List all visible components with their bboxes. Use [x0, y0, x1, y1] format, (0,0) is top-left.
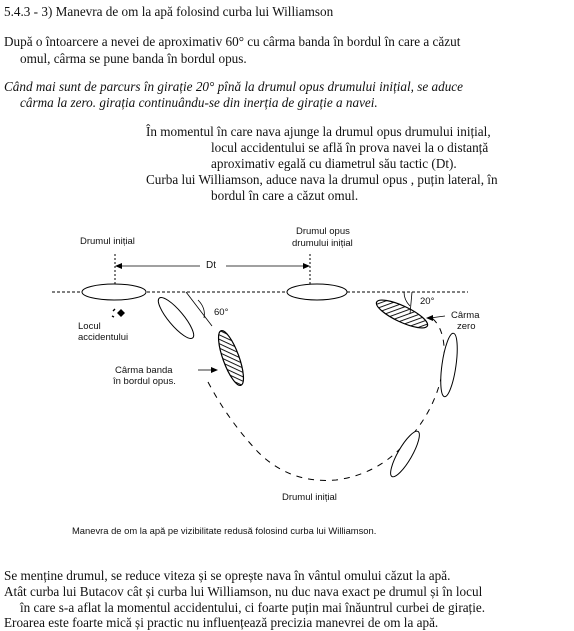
paragraph-4-line-2: bordul în care a căzut omul. [211, 188, 359, 203]
figure-caption: Manevra de om la apă pe vizibilitate redusă folosind curba lui Williamson. [72, 525, 377, 536]
ship-turning [154, 293, 199, 342]
paragraph-3-line-2: locul accidentului se află în prova navei la o distanță [211, 140, 489, 155]
dt-arrow-right-head [303, 263, 310, 269]
paragraph-1-line-2: omul, cârma se pune banda în bordul opus. [20, 51, 247, 66]
ship-initial [82, 284, 146, 300]
dt-arrow-left-head [115, 263, 122, 269]
label-opposite-course-line-1: Drumul opus [296, 226, 350, 237]
paragraph-7: Eroarea este foarte mică și practic nu influențează precizia manevrei de om la apă. [4, 615, 439, 630]
ship-rudder-opposite [214, 328, 249, 388]
label-opposite-course-line-2: drumului inițial [292, 238, 353, 249]
paragraph-6-line-1: Atât curba lui Butacov cât și curba lui Williamson, nu duc nava exact pe drumul și în locul [4, 584, 483, 599]
label-rudder-opposite-line-1: Cârma banda [115, 365, 173, 376]
ship-curve-right [438, 332, 461, 397]
label-angle-20: 20° [420, 296, 435, 307]
label-accident-line-1: Locul [78, 321, 101, 332]
label-initial-course: Drumul inițial [80, 236, 135, 247]
label-angle-60: 60° [214, 307, 229, 318]
label-accident-line-2: accidentului [78, 332, 129, 343]
paragraph-3-line-3: aproximativ egală cu diametrul său tactic (Dt). [211, 156, 457, 171]
paragraph-5: Se menține drumul, se reduce viteza și se oprește nava în vântul omului căzut la apă. [4, 568, 451, 583]
label-rudder-zero-line-1: Cârma [451, 310, 480, 321]
section-heading: 5.4.3 - 3) Manevra de om la apă folosind curba lui Williamson [4, 4, 334, 19]
paragraph-2-line-2: cârma la zero. girația continuându-se din inerția de girație a navei. [20, 95, 378, 110]
label-rudder-opposite-line-2: în bordul opus. [113, 376, 176, 387]
ship-curve-bottom [386, 428, 424, 480]
paragraph-6-line-2: în care s-a aflat la momentul accidentului, ci foarte puțin mai înăuntrul curbei de girație. [20, 600, 486, 615]
label-bottom-initial-course: Drumul inițial [282, 492, 337, 503]
arrow-rudder-opposite-head [211, 367, 218, 373]
paragraph-2-line-1: Când mai sunt de parcurs în girație 20° pînă la drumul opus drumului inițial, se aduce [4, 79, 464, 94]
angle-60-line [186, 292, 212, 326]
ship-opposite-course [287, 284, 347, 300]
label-dt: Dt [206, 260, 216, 271]
paragraph-4-line-1: Curba lui Williamson, aduce nava la drumul opus , puțin lateral, în [146, 172, 498, 187]
accident-mark [112, 309, 124, 317]
paragraph-1-line-1: După o întoarcere a nevei de aproximativ 60° cu cârma banda în bordul în care a căzut [4, 34, 461, 49]
label-rudder-zero-line-2: zero [457, 321, 476, 332]
arrow-rudder-zero-head [426, 315, 433, 321]
angle-20-arc [404, 292, 410, 306]
paragraph-3-line-1: În momentul în care nava ajunge la drumul opus drumului inițial, [146, 124, 491, 139]
